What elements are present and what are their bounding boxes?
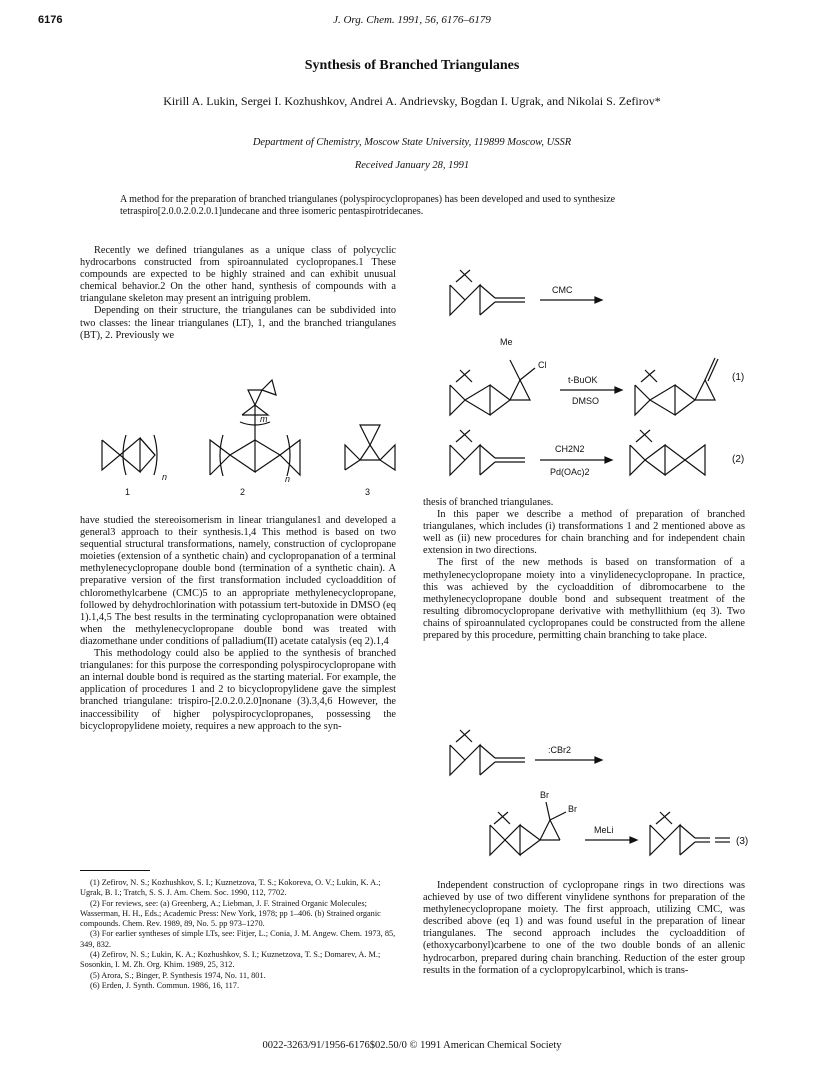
br-label-1: Br [540,790,549,800]
paragraph: Independent construction of cyclopropane rings in two directions was achieved by use of two different vinylidene synthons for preparation of the methylenecyclopropane moiety. The first approach, utilizing CMC, was described above (eq 1) and was found useful in the preparation of linear triangulanes. The second approach includes the cycloaddition of (ethoxycarbonyl)carbene to one of the two double bonds of an allenic hydrocarbon, prepared during chain branching. Reduction of the ester group results in the formation of a cyclopropylcarbinol, which is trans- [423,880,745,976]
dmso-reagent: DMSO [572,396,599,406]
paper-title: Synthesis of Branched Triangulanes [304,58,520,73]
paragraph: In this paper we describe a method of preparation of branched triangulanes, which includes (i) transformations 1 and 2 mentioned above as well as (ii) new procedures for chain branching and for independent chain extension in two directions. [423,509,745,557]
footnote: (3) For earlier syntheses of simple LTs, see: Fitjer, L.; Conia, J. M. Angew. Chem. 1973, 85, 349, 832. [80,929,396,949]
footnotes [80,878,396,991]
me-label: Me [500,337,513,347]
paragraph: The first of the new methods is based on transformation of a methylenecyclopropane moiety into a vinylidenecyclopropane. In practice, this was achieved by the cycloaddition of dibromocarbene to the methylenecyclopropane double bond and subsequent treatment of the resulting dibromocyclopropane derivative with methyllithium (eq 3). Two chains of spiroannulated cyclopropanes could be constructed from the allene prepared by this procedure, permitting chain branching to take place. [423,557,745,642]
paragraph: Recently we defined triangulanes as a unique class of polycyclic hydrocarbons constructed from spiroannulated cyclopropanes.1 These compounds are expected to be highly strained and can exhibit unusual chemical behavior.2 On the other hand, synthesis of compounds with a triangulane skeleton may present an intriguing problem. [80,245,396,305]
paragraph: have studied the stereoisomerism in linear triangulanes1 and developed a general3 approach to their synthesis.1,4 This method is based on two sequential structural transformations, namely, construction of cyclopropane moieties (extension of a synthetic chain) and cyclopropanation of a terminal methylenecyclopropane double bond (termination of a synthetic chain). A preparative version of the first transformation included cycloaddition of chloromethylcarbene (CMC)5 to an appropriate methylenecyclopropane, followed by dehydrochlorination with potassium tert-butoxide in DMSO (eq 1).1,4,5 The best results in the terminating cyclopropanation were obtained when the methylenecyclopropane double bond was treated with diazomethane under conditions of palladium(II) acetate catalysis (eq 2).1,4 [80,515,396,647]
eq3-number: (3) [736,836,749,847]
footnote-divider [80,870,150,871]
page-number: 6176 [38,14,63,26]
received-date: Received January 28, 1991 [354,160,470,171]
copyright-footer: 0022-3263/91/1956-6176$02.50/0 © 1991 American Chemical Society [262,1040,562,1051]
pdoac-reagent: Pd(OAc)2 [550,467,590,477]
cmc-reagent: CMC [552,285,573,295]
paragraph: thesis of branched triangulanes. [423,497,554,508]
reaction-scheme-eq3 [420,720,760,860]
eq2-number: (2) [732,454,745,465]
paragraph: This methodology could also be applied to the synthesis of branched triangulanes: for this purpose the corresponding polyspirocyclopropane with an internal double bond is required as the starting material. For example, the application of procedures 1 and 2 to bicyclopropylidene gave the simplest branched triangulane: trispiro-[2.0.2.0.2.0]nonane (3).3,4,6 However, the inaccessibility of higher polyspirocyclopropanes, possessing the bicyclopropylidene moiety, requires a new approach to the syn- [80,648,396,732]
footnote: (4) Zefirov, N. S.; Lukin, K. A.; Kozhushkov, S. I.; Kuznetzova, T. S.; Domarev, A. M.; Sosonkin, I. M. Zh. Org. Khim. 1989, 25, 312. [80,950,381,970]
reaction-scheme-eq1-eq2 [420,240,760,490]
n-subscript-1: n [162,472,168,482]
meli-reagent: MeLi [594,825,614,835]
left-column-body [80,515,396,733]
triangulane-structures-figure [80,360,400,505]
n-subscript-2: n [285,474,291,484]
cbr2-reagent: :CBr2 [548,745,572,755]
left-column-intro [80,245,396,342]
right-column-continued [423,880,745,977]
footnote: (5) Arora, S.; Binger, P. Synthesis 1974, No. 11, 801. [90,970,266,980]
structure-2-label: 2 [240,487,246,497]
structure-1-label: 1 [125,487,131,497]
linear-triangulane-structure [102,435,157,475]
paragraph: Depending on their structure, the triangulanes can be subdivided into two classes: the linear triangulanes (LT), 1, and the branched triangulanes (BT), 2. Previously we [80,305,396,341]
footnote: (2) For reviews, see: (a) Greenberg, A.; Liebman, J. F. Strained Organic Molecules; Wasserman, H. H., Eds.; Academic Press: New York, 1978; pp 1–406. (b) Strained organic compounds. Chem. Rev. 1989, 89, No. 5. pp 973–1270. [80,898,381,929]
eq1-number: (1) [732,372,745,383]
footnote: (6) Erden, J. Synth. Commun. 1986, 16, 117. [90,980,240,990]
journal-citation: J. Org. Chem. 1991, 56, 6176–6179 [333,14,491,26]
authors: Kirill A. Lukin, Sergei I. Kozhushkov, Andrei A. Andrievsky, Bogdan I. Ugrak, and Nikolai S. Zefirov* [163,94,661,108]
ch2n2-reagent: CH2N2 [555,444,585,454]
m-subscript: m [260,414,268,424]
trispiro-nonane-structure [345,425,395,470]
branched-triangulane-structure [210,380,300,476]
cl-label: Cl [538,360,547,370]
structure-3-label: 3 [365,487,371,497]
br-label-2: Br [568,804,577,814]
abstract: A method for the preparation of branched triangulanes (polyspirocyclopropanes) has been developed and used to synthesize tetraspiro[2.0.0.2.0.2.0.1]undecane and three isomeric pentaspirotridecanes. [120,194,616,217]
tbuok-reagent: t-BuOK [568,375,598,385]
right-column-body [423,497,745,642]
affiliation: Department of Chemistry, Moscow State University, 119899 Moscow, USSR [252,137,572,148]
footnote: (1) Zefirov, N. S.; Kozhushkov, S. I.; Kuznetzova, T. S.; Kokoreva, O. V.; Lukin, K. A.; Ugrak, B. I.; Tratch, S. S. J. Am. Chem. Soc. 1990, 112, 7702. [80,878,381,898]
